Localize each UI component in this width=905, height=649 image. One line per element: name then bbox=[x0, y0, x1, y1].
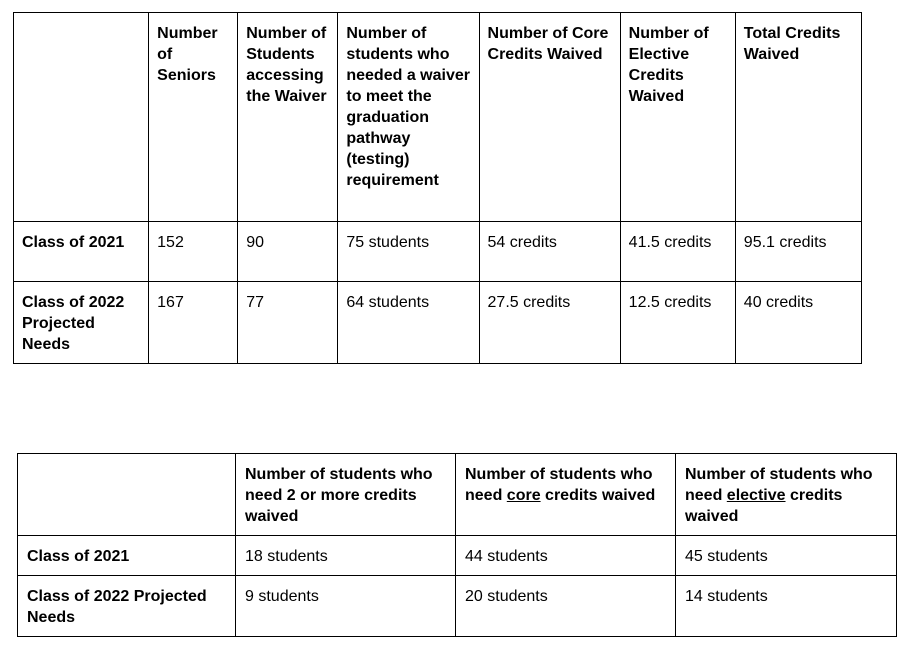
students-needing-credits-table bbox=[17, 453, 897, 637]
table-cell: 44 students bbox=[456, 536, 676, 576]
header-two-or-more-credits: Number of students who need 2 or more credits waived bbox=[236, 454, 456, 536]
table-cell: 18 students bbox=[236, 536, 456, 576]
table-cell: 64 students bbox=[338, 282, 479, 364]
table-cell: 27.5 credits bbox=[479, 282, 620, 364]
header-core-credits bbox=[456, 454, 676, 536]
header-text: Number of students who need bbox=[685, 466, 873, 504]
table-cell: 41.5 credits bbox=[620, 222, 735, 282]
table-header-row bbox=[14, 13, 862, 222]
header-text: credits waived bbox=[685, 487, 843, 525]
header-total-credits-waived: Total Credits Waived bbox=[735, 13, 861, 222]
underlined-word: core bbox=[506, 487, 541, 504]
table-cell: 54 credits bbox=[479, 222, 620, 282]
table-row bbox=[18, 576, 897, 637]
header-number-of-seniors: Number of Seniors bbox=[149, 13, 238, 222]
header-students-needing-waiver-testing: Number of students who needed a waiver to meet the graduation pathway (testing) requirement bbox=[338, 13, 479, 222]
header-elective-credits bbox=[676, 454, 897, 536]
header-cell-empty bbox=[14, 13, 149, 222]
table-cell: 9 students bbox=[236, 576, 456, 637]
table-cell: 20 students bbox=[456, 576, 676, 637]
table-cell: 40 credits bbox=[735, 282, 861, 364]
underlined-word: elective bbox=[726, 487, 786, 504]
header-text: credits waived bbox=[540, 487, 656, 504]
table-cell: 90 bbox=[238, 222, 338, 282]
table-cell: 75 students bbox=[338, 222, 479, 282]
table-cell: 14 students bbox=[676, 576, 897, 637]
table-cell: 95.1 credits bbox=[735, 222, 861, 282]
table-cell: 167 bbox=[149, 282, 238, 364]
header-elective-credits-waived: Number of Elective Credits Waived bbox=[620, 13, 735, 222]
table-cell: 77 bbox=[238, 282, 338, 364]
header-core-credits-waived: Number of Core Credits Waived bbox=[479, 13, 620, 222]
credits-waived-table bbox=[13, 12, 862, 364]
table-cell: 45 students bbox=[676, 536, 897, 576]
header-cell-empty bbox=[18, 454, 236, 536]
row-label: Class of 2021 bbox=[18, 536, 236, 576]
table-cell: 152 bbox=[149, 222, 238, 282]
row-label: Class of 2022 Projected Needs bbox=[14, 282, 149, 364]
header-text: Number of students who need bbox=[465, 466, 653, 504]
row-label: Class of 2021 bbox=[14, 222, 149, 282]
table-row bbox=[14, 222, 862, 282]
table-cell: 12.5 credits bbox=[620, 282, 735, 364]
table-header-row bbox=[18, 454, 897, 536]
table-row bbox=[18, 536, 897, 576]
row-label: Class of 2022 Projected Needs bbox=[18, 576, 236, 637]
header-students-accessing-waiver: Number of Students accessing the Waiver bbox=[238, 13, 338, 222]
table-row bbox=[14, 282, 862, 364]
